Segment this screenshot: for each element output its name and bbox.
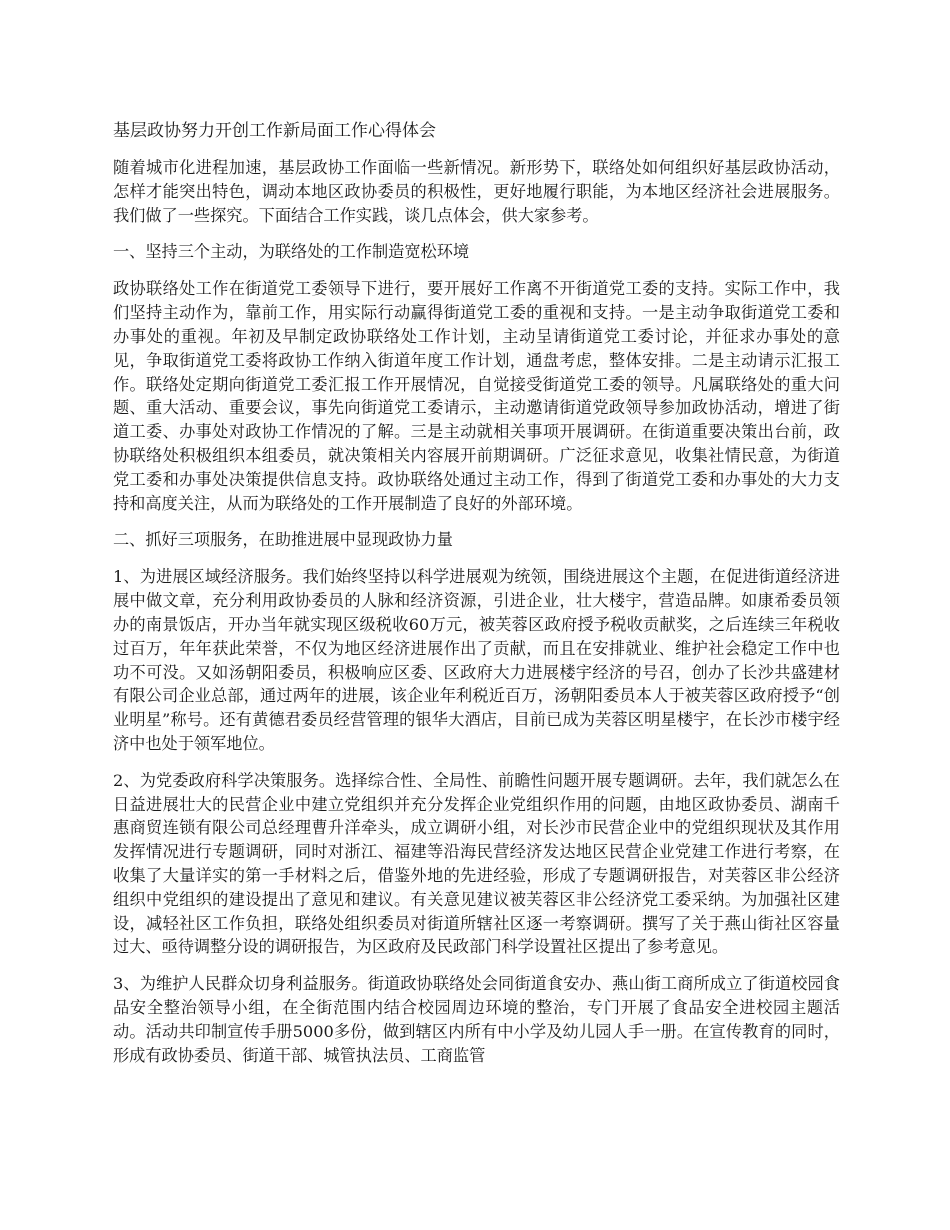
section-2-item-1: 1、为进展区域经济服务。我们始终坚持以科学进展观为统领，围绕进展这个主题，在促进街道经济进展中做文章，充分利用政协委员的人脉和经济资源，引进企业，壮大楼宇，营造品牌。如康希委员领办的南景饭店，开办当年就实现区级税收60万元，被芙蓉区政府授予税收贡献奖，之后连续三年税收过百万，年年获此荣誉，不仅为地区经济进展作出了贡献，而且在安排就业、维护社会稳定工作中也功不可没。又如汤朝阳委员，积极响应区委、区政府大力进展楼宇经济的号召，创办了长沙共盛建材有限公司企业总部，通过两年的进展，该企业年利税近百万，汤朝阳委员本人于被芙蓉区政府授予“创业明星”称号。还有黄德君委员经营管理的银华大酒店，目前已成为芙蓉区明星楼宇，在长沙市楼宇经济中也处于领军地位。 xyxy=(113,567,840,753)
section-1-paragraph: 政协联络处工作在街道党工委领导下进行，要开展好工作离不开街道党工委的支持。实际工作中，我们坚持主动作为，靠前工作，用实际行动赢得街道党工委的重视和支持。一是主动争取街道党工委和办事处的重视。年初及早制定政协联络处工作计划，主动呈请街道党工委讨论，并征求办事处的意见，争取街道党工委将政协工作纳入街道年度工作计划，通盘考虑，整体安排。二是主动请示汇报工作。联络处定期向街道党工委汇报工作开展情况，自觉接受街道党工委的领导。凡属联络处的重大问题、重大活动、重要会议，事先向街道党工委请示，主动邀请街道党政领导参加政协活动，增进了街道工委、办事处对政协工作情况的了解。三是主动就相关事项开展调研。在街道重要决策出台前，政协联络处积极组织本组委员，就决策相关内容展开前期调研。广泛征求意见，收集社情民意，为街道党工委和办事处决策提供信息支持。政协联络处通过主动工作，得到了街道党工委和办事处的大力支持和高度关注，从而为联络处的工作开展制造了良好的外部环境。 xyxy=(113,279,840,513)
section-2-heading: 二、抓好三项服务，在助推进展中显现政协力量 xyxy=(113,530,453,550)
intro-paragraph: 随着城市化进程加速，基层政协工作面临一些新情况。新形势下，联络处如何组织好基层政协活动，怎样才能突出特色，调动本地区政协委员的积极性，更好地履行职能，为本地区经济社会进展服务。我们做了一些探究。下面结合工作实践，谈几点体会，供大家参考。 xyxy=(113,158,840,225)
section-2-item-2: 2、为党委政府科学决策服务。选择综合性、全局性、前瞻性问题开展专题调研。去年，我们就怎么在日益进展壮大的民营企业中建立党组织并充分发挥企业党组织作用的问题，由地区政协委员、湖南千惠商贸连锁有限公司总经理曹升洋牵头，成立调研小组，对长沙市民营企业中的党组织现状及其作用发挥情况进行专题调研，同时对浙江、福建等沿海民营经济发达地区民营企业党建工作进行考察，在收集了大量详实的第一手材料之后，借鉴外地的先进经验，形成了专题调研报告，对芙蓉区非公经济组织中党组织的建设提出了意见和建议。有关意见建议被芙蓉区非公经济党工委采纳。为加强社区建设，减轻社区工作负担，联络处组织委员对街道所辖社区逐一考察调研。撰写了关于燕山街社区容量过大、亟待调整分设的调研报告，为区政府及民政部门科学设置社区提出了参考意见。 xyxy=(113,770,840,957)
section-1-heading: 一、坚持三个主动，为联络处的工作制造宽松环境 xyxy=(113,242,470,262)
section-2-item-3: 3、为维护人民群众切身利益服务。街道政协联络处会同街道食安办、燕山街工商所成立了街道校园食品安全整治领导小组，在全街范围内结合校园周边环境的整治，专门开展了食品安全进校园主题活动。活动共印制宣传手册5000多份，做到辖区内所有中小学及幼儿园人手一册。在宣传教育的同时，形成有政协委员、街道干部、城管执法员、工商监管 xyxy=(113,974,840,1065)
document-page xyxy=(113,118,840,1080)
document-title: 基层政协努力开创工作新局面工作心得体会 xyxy=(113,121,436,141)
